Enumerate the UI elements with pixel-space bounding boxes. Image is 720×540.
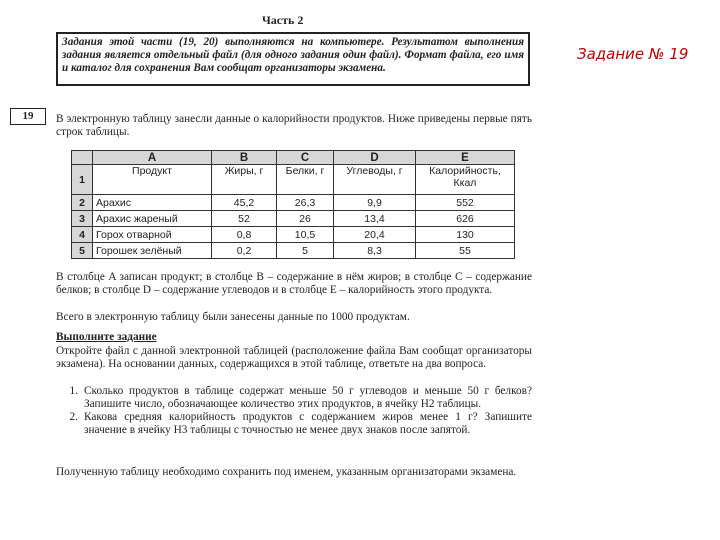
assignment-text: Откройте файл с данной электронной таблицей (расположение файла Вам сообщат организаторы экзамена). На основании данных, содержащихся в этой таблице, ответьте на два вопроса. — [56, 345, 532, 370]
cell-a: Горох отварной — [93, 227, 212, 243]
cell-c: 5 — [277, 243, 334, 259]
cell-e: 55 — [416, 243, 515, 259]
cell-d: 8,3 — [334, 243, 416, 259]
list-item — [56, 385, 532, 411]
cell-e: Калорийность, Ккал — [416, 165, 515, 195]
cell-e: 130 — [416, 227, 515, 243]
intro-box: Задания этой части (19, 20) выполняются на компьютере. Результатом выполнения задания является отдельный файл (для одного задания один файл). Формат файла, его имя и каталог для сохранения Вам сообщат организаторы экзамена. — [56, 32, 530, 86]
corner-cell — [72, 151, 93, 165]
part-title: Часть 2 — [262, 13, 304, 27]
cell-e: 626 — [416, 211, 515, 227]
row-number: 4 — [72, 227, 93, 243]
cell-a: Продукт — [93, 165, 212, 195]
col-header-a: A — [93, 151, 212, 165]
table-row — [72, 227, 515, 243]
columns-description: В столбце A записан продукт; в столбце B – содержание в нём жиров; в столбце C – содержание белков; в столбце D – содержание углеводов и в столбце E – калорийность этого продукта. — [56, 271, 532, 296]
cell-d: 20,4 — [334, 227, 416, 243]
cell-a: Арахис — [93, 195, 212, 211]
table-row — [72, 211, 515, 227]
table-row — [72, 195, 515, 211]
cell-e: 552 — [416, 195, 515, 211]
cell-d: Углеводы, г — [334, 165, 416, 195]
col-header-d: D — [334, 151, 416, 165]
spreadsheet-table — [71, 150, 515, 259]
row-number: 2 — [72, 195, 93, 211]
row-number: 3 — [72, 211, 93, 227]
table-row — [72, 165, 515, 195]
row-number: 5 — [72, 243, 93, 259]
assignment-heading: Выполните задание — [56, 331, 157, 343]
column-header-row — [72, 151, 515, 165]
question-text: Какова средняя калорийность продуктов с содержанием жиров менее 1 г? Запишите значение в ячейку H3 таблицы с точностью не менее двух знаков после запятой. — [84, 411, 532, 436]
list-item — [56, 411, 532, 437]
cell-a: Арахис жареный — [93, 211, 212, 227]
cell-c: 10,5 — [277, 227, 334, 243]
cell-d: 9,9 — [334, 195, 416, 211]
cell-b: Жиры, г — [212, 165, 277, 195]
cell-c: 26,3 — [277, 195, 334, 211]
task-label: Задание № 19 — [577, 45, 689, 63]
col-header-b: B — [212, 151, 277, 165]
closing-text: Полученную таблицу необходимо сохранить под именем, указанным организаторами экзамена. — [56, 466, 517, 478]
task-statement: В электронную таблицу занесли данные о калорийности продуктов. Ниже приведены первые пять строк таблицы. — [56, 113, 532, 138]
cell-d: 13,4 — [334, 211, 416, 227]
cell-b: 52 — [212, 211, 277, 227]
question-number: 1. — [69, 385, 78, 397]
question-text: Сколько продуктов в таблице содержат меньше 50 г углеводов и меньше 50 г белков? Запишите число, обозначающее количество этих продуктов, в ячейку H2 таблицы. — [84, 385, 532, 410]
cell-b: 0,8 — [212, 227, 277, 243]
cell-c: 26 — [277, 211, 334, 227]
col-header-e: E — [416, 151, 515, 165]
cell-c: Белки, г — [277, 165, 334, 195]
cell-b: 0,2 — [212, 243, 277, 259]
questions-list — [56, 385, 532, 437]
row-number: 1 — [72, 165, 93, 195]
cell-a: Горошек зелёный — [93, 243, 212, 259]
task-number-box: 19 — [10, 108, 46, 125]
question-number: 2. — [69, 411, 78, 423]
table-row — [72, 243, 515, 259]
total-note: Всего в электронную таблицу были занесены данные по 1000 продуктам. — [56, 311, 410, 323]
col-header-c: C — [277, 151, 334, 165]
cell-b: 45,2 — [212, 195, 277, 211]
